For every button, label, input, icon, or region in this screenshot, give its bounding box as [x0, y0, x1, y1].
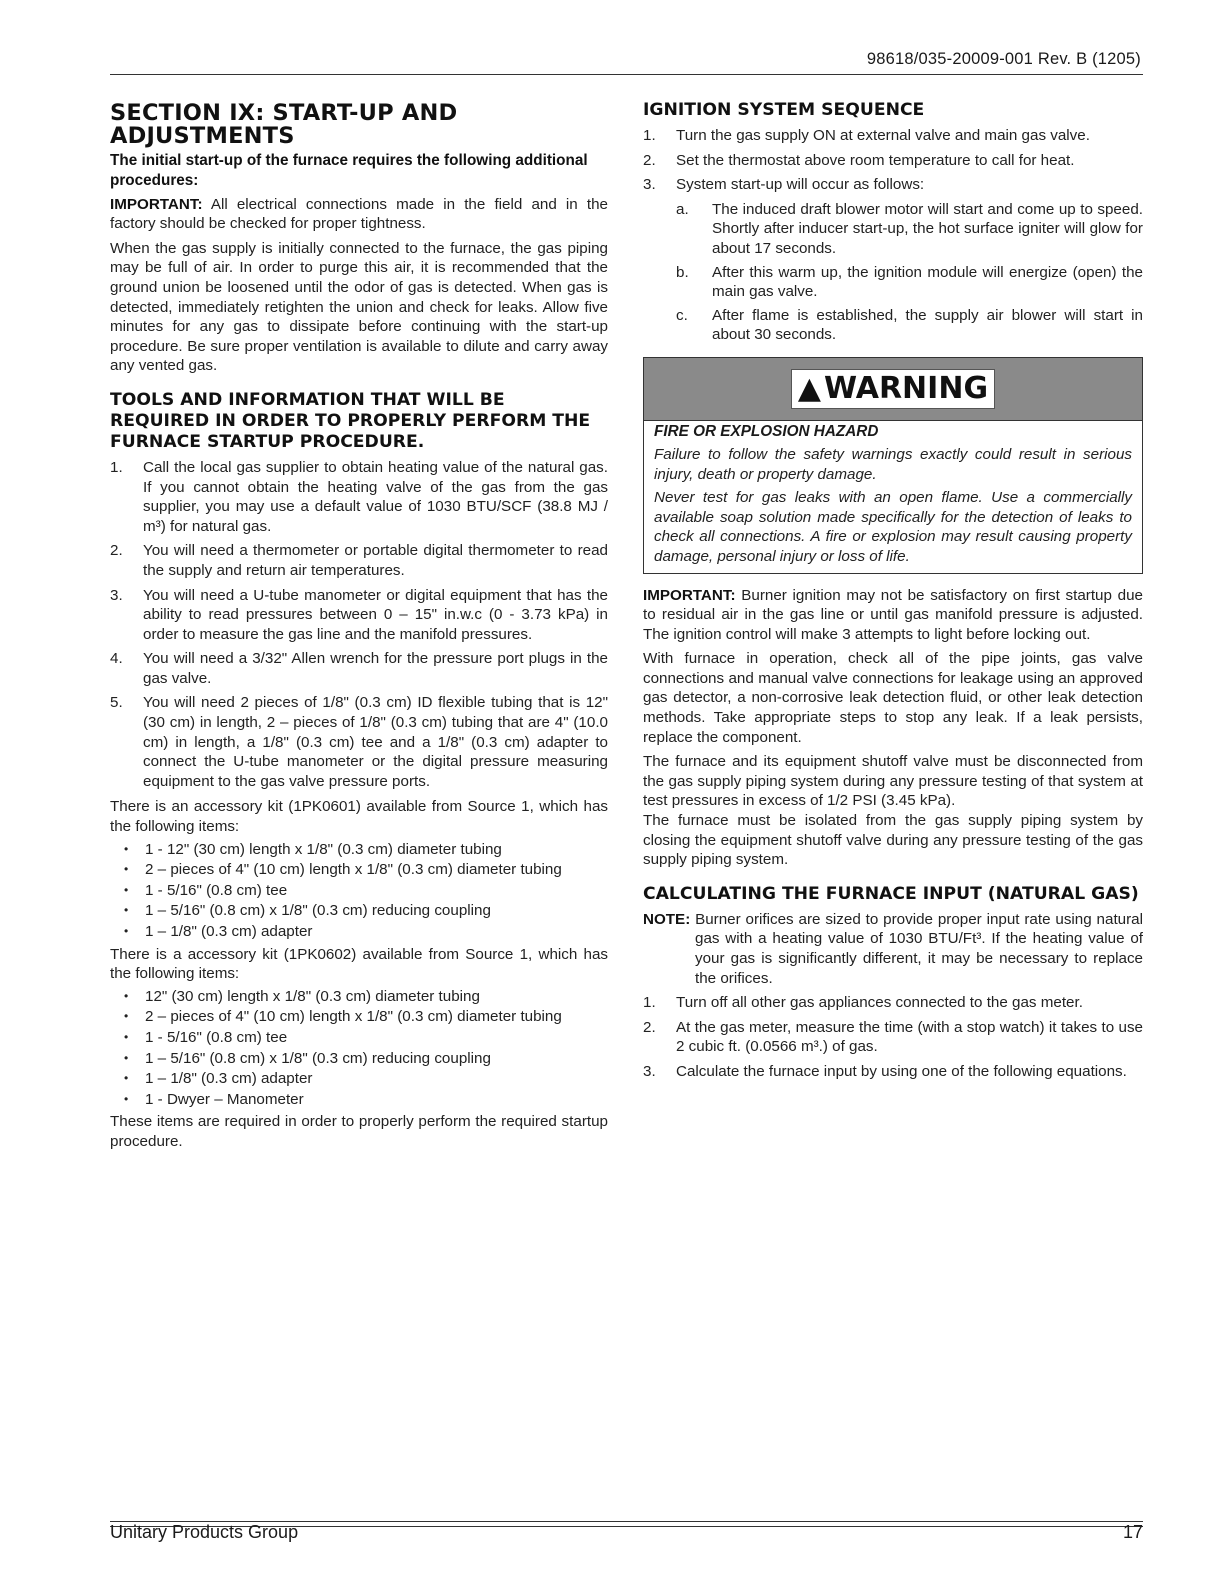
warning-triangle-icon: ▲: [797, 371, 821, 407]
important-text: All electrical connections made in the field and in the factory should be checked for proper tightness.: [110, 195, 608, 233]
list-text: Call the local gas supplier to obtain heating value of the natural gas. If you cannot obtain the heating valve of the gas from the gas supplier, you may use a default value of 1030 BTU/SCF (38.8 MJ / m³) for natural gas.: [143, 458, 608, 535]
hazard-title: FIRE OR EXPLOSION HAZARD: [654, 422, 879, 440]
list-number: 1.: [110, 458, 123, 476]
check-paragraph: With furnace in operation, check all of the pipe joints, gas valve connections and manual valve connections for leakage using an approved gas detector, a non-corrosive leak detection fluid, or other leak detection methods. Take appropriate steps to stop any leak. If a leak persists, replace the component.: [643, 650, 1143, 746]
warning-label: [791, 369, 995, 409]
list-item: [643, 175, 1143, 195]
list-text: Set the thermostat above room temperature to call for heat.: [676, 151, 1075, 169]
list-item: [676, 306, 1143, 345]
warning-body: [644, 421, 1142, 573]
list-text: The induced draft blower motor will start and come up to speed. Shortly after inducer start-up, the hot surface igniter will glow for about 17 seconds.: [712, 200, 1143, 257]
list-text: Calculate the furnace input by using one of the following equations.: [676, 1062, 1127, 1080]
list-text: After flame is established, the supply air blower will start in about 30 seconds.: [712, 306, 1143, 344]
list-item: [643, 1062, 1143, 1082]
list-text: After this warm up, the ignition module will energize (open) the main gas valve.: [712, 263, 1143, 301]
bullet-item: • 1 – 1/8" (0.3 cm) adapter: [124, 922, 608, 942]
note-text: Burner orifices are sized to provide proper input rate using natural gas with a heating value of 1030 BTU/Ft³. If the heating value of your gas is significantly different, it may be necessary to replace the orifices.: [690, 910, 1143, 987]
list-number: 2.: [110, 542, 123, 560]
list-item: [643, 126, 1143, 146]
warning-para-1: Failure to follow the safety warnings exactly could result in serious injury, death or property damage.: [654, 445, 1132, 483]
bullet-item: • 1 – 5/16" (0.8 cm) x 1/8" (0.3 cm) reducing coupling: [124, 1049, 608, 1069]
important-note: [110, 195, 608, 234]
ignition-substeps: [676, 200, 1143, 345]
right-column: [643, 96, 1143, 1088]
note-label: NOTE:: [643, 910, 691, 928]
document-number: 98618/035-20009-001 Rev. B (1205): [866, 50, 1141, 68]
calc-heading: CALCULATING THE FURNACE INPUT (NATURAL GAS): [643, 883, 1139, 904]
bullet-item: • 1 - 5/16" (0.8 cm) tee: [124, 1028, 608, 1048]
list-item: [110, 458, 608, 536]
bullet-item: • 1 – 1/8" (0.3 cm) adapter: [124, 1069, 608, 1089]
ignition-steps: [643, 126, 1143, 195]
ignition-heading: IGNITION SYSTEM SEQUENCE: [643, 100, 925, 120]
list-letter: a.: [676, 200, 689, 218]
list-number: 3.: [110, 586, 123, 604]
intro-lead: The initial start-up of the furnace requires the following additional procedures:: [110, 152, 588, 189]
warning-banner: [644, 358, 1142, 421]
list-item: [643, 1018, 1143, 1057]
list-text: System start-up will occur as follows:: [676, 176, 925, 194]
isolate-paragraph: The furnace must be isolated from the gas supply piping system by closing the equipment shutoff valve during any pressure testing of the gas supply piping system.: [643, 812, 1143, 869]
purge-paragraph: When the gas supply is initially connected to the furnace, the gas piping may be full of air. In order to purge this air, it is recommended that the ground union be loosened until the odor of gas is detected. When gas is detected, immediately retighten the union and check for leaks. Allow five minutes for any gas to dissipate before continuing with the start-up procedure. Be sure proper ventilation is available to dilute and carry away any vented gas.: [110, 239, 608, 375]
list-number: 4.: [110, 650, 123, 668]
bullet-item: • 2 – pieces of 4" (10 cm) length x 1/8" (0.3 cm) diameter tubing: [124, 860, 608, 880]
list-item: [676, 263, 1143, 302]
warning-text: WARNING: [824, 371, 989, 407]
list-item: [110, 693, 608, 791]
list-item: [110, 586, 608, 645]
list-number: 2.: [643, 1018, 656, 1036]
list-number: 1.: [643, 127, 656, 144]
disconnect-paragraph: The furnace and its equipment shutoff valve must be disconnected from the gas supply piping system during any pressure testing of that system at test pressures in excess of 1/2 PSI (3.45 kPa).: [643, 753, 1143, 810]
section-title: SECTION IX: START-UP AND ADJUSTMENTS: [110, 100, 458, 149]
list-text: Turn the gas supply ON at external valve and main gas valve.: [676, 127, 1090, 144]
list-text: You will need 2 pieces of 1/8" (0.3 cm) ID flexible tubing that is 12" (30 cm) in length, 2 – pieces of 1/8" (0.3 cm) tubing that are 4" (10.0 cm) in length, a 1/8" (0.3 cm) tee and a 1/8" (0.3 cm) adapter to connect the U-tube manometer or the digital pressure measuring equipment to the gas valve pressure ports.: [143, 694, 608, 790]
warning-para-2: Never test for gas leaks with an open flame. Use a commercially available soap solution made specifically for the detection of leaks to check all connections. A fire or explosion may result causing property damage, personal injury or loss of life.: [654, 489, 1132, 565]
list-number: 2.: [643, 151, 656, 169]
list-text: At the gas meter, measure the time (with a stop watch) it takes to use 2 cubic ft. (0.0566 m³.) of gas.: [676, 1018, 1143, 1056]
note-paragraph: [643, 910, 1143, 988]
list-text: Turn off all other gas appliances connected to the gas meter.: [676, 994, 1083, 1012]
kit1-list: [124, 840, 608, 942]
footer-company: Unitary Products Group: [110, 1522, 299, 1542]
ignition-important: [643, 586, 1143, 645]
list-number: 3.: [643, 1062, 656, 1080]
page-number: 17: [1122, 1522, 1143, 1542]
list-text: You will need a 3/32" Allen wrench for the pressure port plugs in the gas valve.: [143, 650, 608, 687]
list-letter: c.: [676, 306, 688, 324]
important-label: IMPORTANT:: [110, 195, 203, 213]
warning-box: [643, 357, 1143, 574]
header-rule: [110, 74, 1143, 75]
list-item: [110, 649, 608, 688]
kit2-list: [124, 987, 608, 1110]
list-item: [110, 541, 608, 580]
important-text: Burner ignition may not be satisfactory on first startup due to residual air in the gas line or until gas manifold pressure is adjusted. The ignition control will make 3 attempts to light before locking out.: [643, 586, 1143, 643]
closing-paragraph: These items are required in order to properly perform the required startup procedure.: [110, 1113, 608, 1150]
bullet-item: • 1 - 12" (30 cm) length x 1/8" (0.3 cm) diameter tubing: [124, 840, 608, 860]
list-text: You will need a U-tube manometer or digital equipment that has the ability to read pressures between 0 – 15" in.w.c (0 - 3.73 kPa) in order to measure the gas line and the manifold pressures.: [143, 586, 608, 643]
bullet-item: • 1 – 5/16" (0.8 cm) x 1/8" (0.3 cm) reducing coupling: [124, 901, 608, 921]
list-number: 1.: [643, 994, 656, 1012]
bullet-item: • 1 - 5/16" (0.8 cm) tee: [124, 881, 608, 901]
tools-heading: TOOLS AND INFORMATION THAT WILL BE REQUIRED IN ORDER TO PROPERLY PERFORM THE FURNACE STARTUP PROCEDURE.: [110, 389, 591, 452]
bullet-item: • 12" (30 cm) length x 1/8" (0.3 cm) diameter tubing: [124, 987, 608, 1007]
bullet-item: • 1 - Dwyer – Manometer: [124, 1090, 608, 1110]
left-column: [110, 96, 608, 1157]
list-item: [676, 200, 1143, 259]
list-letter: b.: [676, 263, 689, 281]
bullet-item: • 2 – pieces of 4" (10 cm) length x 1/8" (0.3 cm) diameter tubing: [124, 1007, 608, 1027]
kit1-intro: There is an accessory kit (1PK0601) available from Source 1, which has the following items:: [110, 798, 608, 836]
list-text: You will need a thermometer or portable digital thermometer to read the supply and return air temperatures.: [143, 542, 608, 579]
kit2-intro: There is a accessory kit (1PK0602) available from Source 1, which has the following items:: [110, 945, 608, 983]
list-number: 3.: [643, 176, 656, 194]
list-item: [643, 993, 1143, 1013]
calc-steps: [643, 993, 1143, 1081]
list-number: 5.: [110, 694, 123, 712]
list-item: [643, 151, 1143, 171]
tools-list: [110, 458, 608, 792]
important-label: IMPORTANT:: [643, 586, 736, 604]
